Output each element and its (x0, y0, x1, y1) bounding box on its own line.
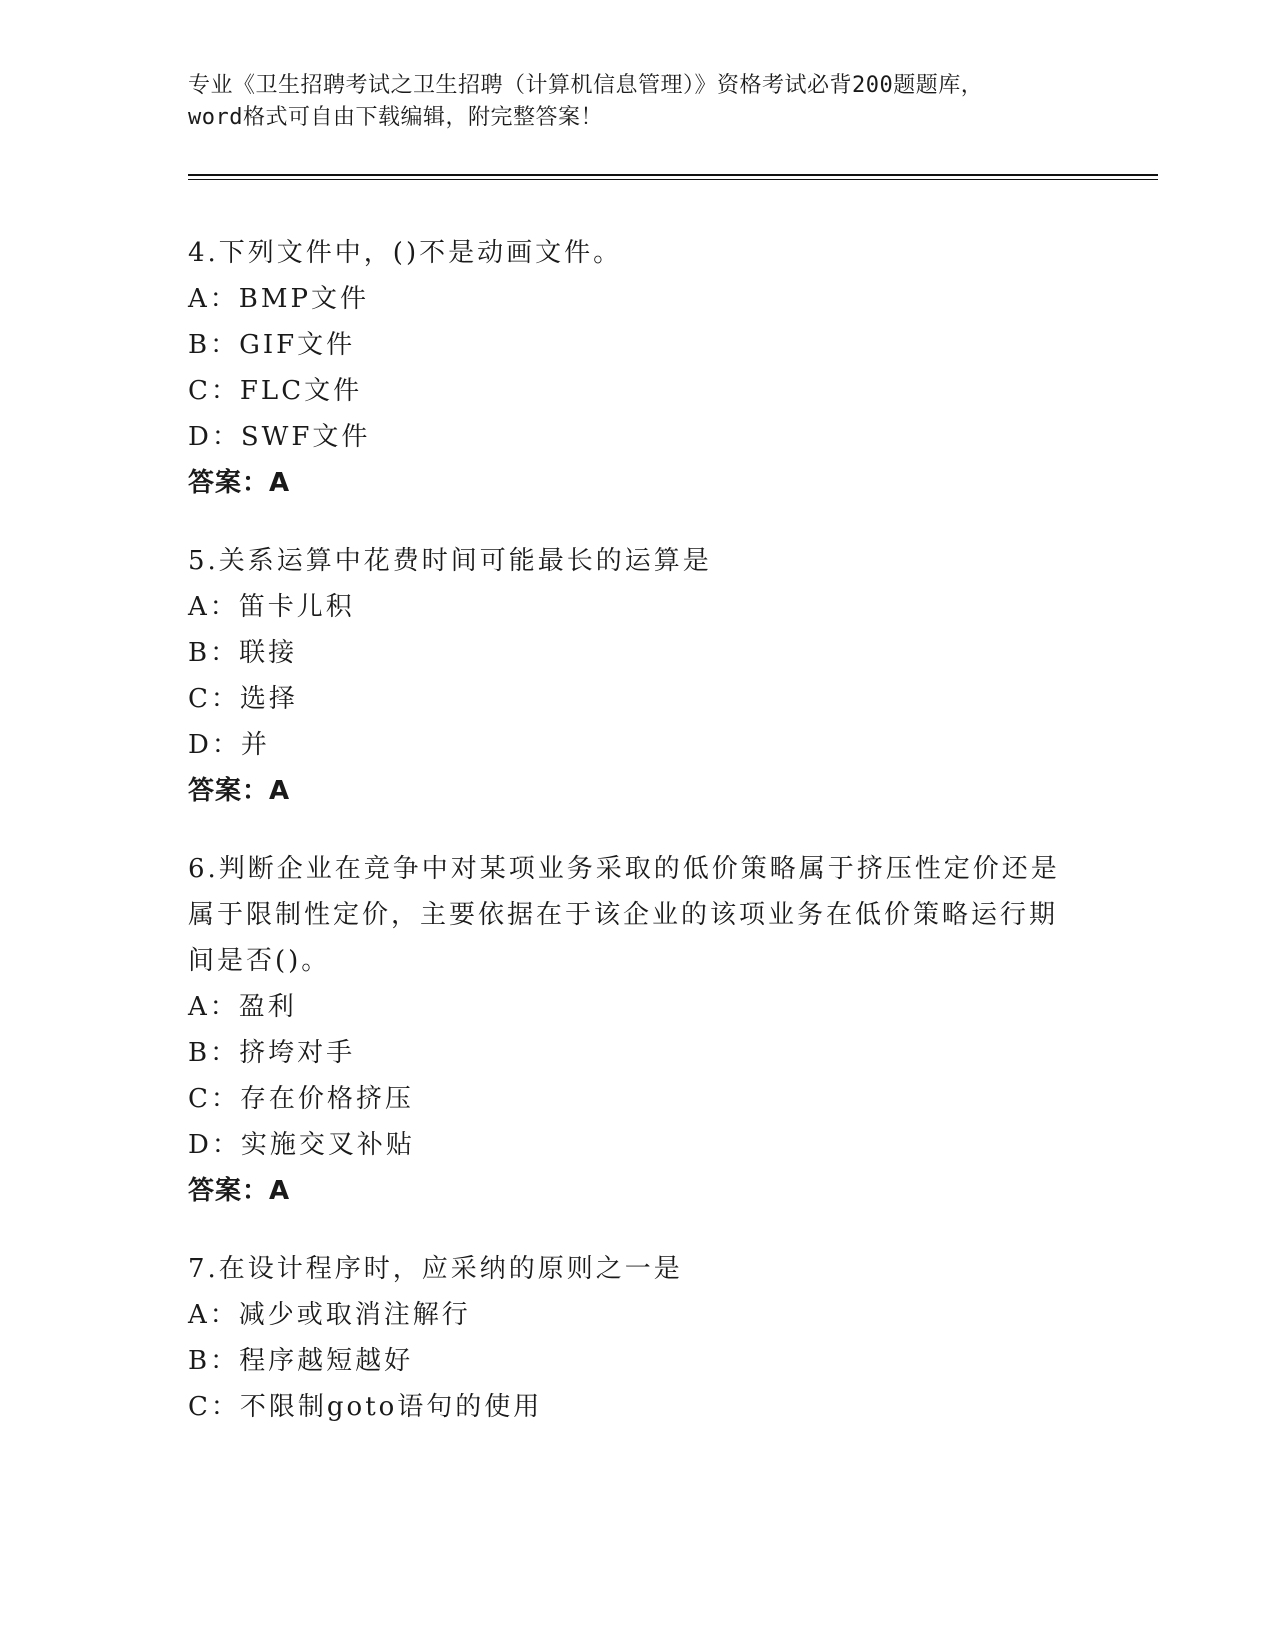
answer: 答案：A (188, 776, 291, 806)
header-title-line-1: 专业《卫生招聘考试之卫生招聘（计算机信息管理）》资格考试必背200题题库， (188, 73, 984, 98)
question-list (188, 230, 1158, 1430)
question-5 (188, 538, 1158, 814)
question-4 (188, 230, 1158, 506)
option-b: B：联接 (188, 638, 298, 668)
question-stem-line-2: 属于限制性定价，主要依据在于该企业的该项业务在低价策略运行期 (188, 900, 1059, 930)
header-divider (188, 174, 1158, 180)
question-stem-line-1: 6.判断企业在竞争中对某项业务采取的低价策略属于挤压性定价还是 (188, 854, 1060, 884)
answer: 答案：A (188, 468, 291, 498)
question-stem-line-3: 间是否()。 (188, 946, 331, 976)
question-6 (188, 846, 1158, 1214)
question-stem: 7.在设计程序时，应采纳的原则之一是 (188, 1254, 683, 1284)
question-7 (188, 1246, 1158, 1430)
option-b: B：GIF文件 (188, 330, 356, 360)
option-c: C：存在价格挤压 (188, 1084, 414, 1114)
document-page (188, 70, 1158, 1462)
header-title-line-2: word格式可自由下载编辑，附完整答案！ (188, 105, 603, 130)
option-d: D：SWF文件 (188, 422, 371, 452)
question-stem: 5.关系运算中花费时间可能最长的运算是 (188, 546, 712, 576)
option-c: C：FLC文件 (188, 376, 363, 406)
option-a: A：笛卡儿积 (188, 592, 355, 622)
option-d: D：并 (188, 730, 270, 760)
option-b: B：挤垮对手 (188, 1038, 356, 1068)
option-c: C：选择 (188, 684, 298, 714)
option-b: B：程序越短越好 (188, 1346, 414, 1376)
option-a: A：减少或取消注解行 (188, 1300, 471, 1330)
option-a: A：盈利 (188, 992, 297, 1022)
answer: 答案：A (188, 1176, 291, 1206)
option-c: C：不限制goto语句的使用 (188, 1392, 543, 1422)
question-stem: 4.下列文件中，()不是动画文件。 (188, 238, 623, 268)
option-a: A：BMP文件 (188, 284, 369, 314)
option-d: D：实施交叉补贴 (188, 1130, 415, 1160)
